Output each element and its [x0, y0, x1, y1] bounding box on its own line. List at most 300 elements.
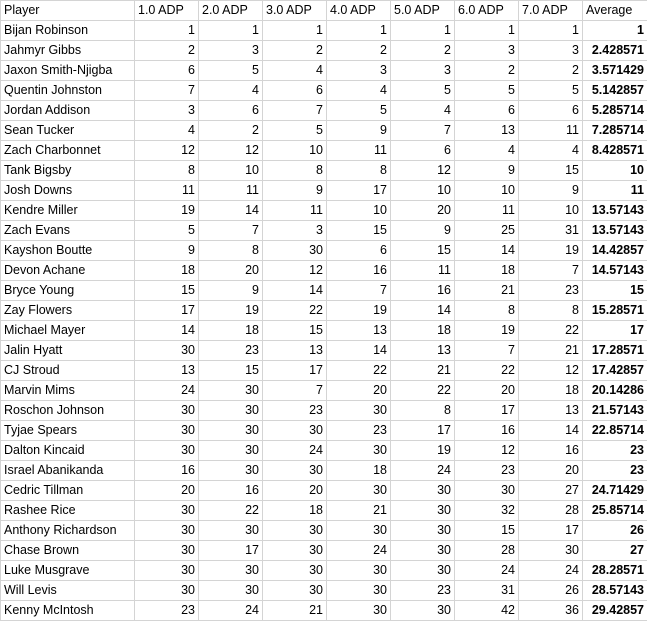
adp-2-cell[interactable]: 2: [199, 121, 263, 141]
header-adp-6[interactable]: 6.0 ADP: [455, 1, 519, 21]
adp-3-cell[interactable]: 30: [263, 241, 327, 261]
player-name-cell[interactable]: CJ Stroud: [1, 361, 135, 381]
adp-7-cell[interactable]: 17: [519, 521, 583, 541]
adp-3-cell[interactable]: 2: [263, 41, 327, 61]
adp-4-cell[interactable]: 16: [327, 261, 391, 281]
adp-1-cell[interactable]: 9: [135, 241, 199, 261]
average-cell[interactable]: 24.71429: [583, 481, 647, 501]
adp-5-cell[interactable]: 20: [391, 201, 455, 221]
player-name-cell[interactable]: Kendre Miller: [1, 201, 135, 221]
adp-6-cell[interactable]: 9: [455, 161, 519, 181]
adp-5-cell[interactable]: 2: [391, 41, 455, 61]
adp-7-cell[interactable]: 14: [519, 421, 583, 441]
adp-3-cell[interactable]: 10: [263, 141, 327, 161]
average-cell[interactable]: 21.57143: [583, 401, 647, 421]
adp-6-cell[interactable]: 30: [455, 481, 519, 501]
header-adp-4[interactable]: 4.0 ADP: [327, 1, 391, 21]
adp-1-cell[interactable]: 18: [135, 261, 199, 281]
header-player[interactable]: Player: [1, 1, 135, 21]
adp-7-cell[interactable]: 21: [519, 341, 583, 361]
adp-6-cell[interactable]: 28: [455, 541, 519, 561]
adp-2-cell[interactable]: 23: [199, 341, 263, 361]
adp-2-cell[interactable]: 30: [199, 521, 263, 541]
adp-5-cell[interactable]: 19: [391, 441, 455, 461]
adp-4-cell[interactable]: 2: [327, 41, 391, 61]
average-cell[interactable]: 3.571429: [583, 61, 647, 81]
average-cell[interactable]: 14.57143: [583, 261, 647, 281]
adp-1-cell[interactable]: 23: [135, 601, 199, 621]
average-cell[interactable]: 10: [583, 161, 647, 181]
adp-6-cell[interactable]: 13: [455, 121, 519, 141]
adp-4-cell[interactable]: 30: [327, 561, 391, 581]
adp-3-cell[interactable]: 30: [263, 581, 327, 601]
adp-7-cell[interactable]: 12: [519, 361, 583, 381]
adp-3-cell[interactable]: 1: [263, 21, 327, 41]
adp-5-cell[interactable]: 23: [391, 581, 455, 601]
adp-1-cell[interactable]: 2: [135, 41, 199, 61]
adp-6-cell[interactable]: 22: [455, 361, 519, 381]
adp-7-cell[interactable]: 15: [519, 161, 583, 181]
adp-5-cell[interactable]: 30: [391, 521, 455, 541]
adp-6-cell[interactable]: 8: [455, 301, 519, 321]
average-cell[interactable]: 7.285714: [583, 121, 647, 141]
adp-4-cell[interactable]: 17: [327, 181, 391, 201]
table-row: [1, 441, 647, 461]
adp-5-cell[interactable]: 17: [391, 421, 455, 441]
adp-5-cell[interactable]: 3: [391, 61, 455, 81]
adp-6-cell[interactable]: 6: [455, 101, 519, 121]
adp-6-cell[interactable]: 3: [455, 41, 519, 61]
adp-1-cell[interactable]: 30: [135, 561, 199, 581]
adp-4-cell[interactable]: 8: [327, 161, 391, 181]
adp-5-cell[interactable]: 14: [391, 301, 455, 321]
adp-6-cell[interactable]: 19: [455, 321, 519, 341]
header-adp-1[interactable]: 1.0 ADP: [135, 1, 199, 21]
adp-2-cell[interactable]: 30: [199, 561, 263, 581]
table-row: [1, 601, 647, 621]
adp-1-cell[interactable]: 16: [135, 461, 199, 481]
adp-1-cell[interactable]: 24: [135, 381, 199, 401]
adp-4-cell[interactable]: 30: [327, 601, 391, 621]
adp-5-cell[interactable]: 30: [391, 561, 455, 581]
table-row: [1, 281, 647, 301]
adp-5-cell[interactable]: 30: [391, 481, 455, 501]
adp-5-cell[interactable]: 7: [391, 121, 455, 141]
adp-6-cell[interactable]: 21: [455, 281, 519, 301]
adp-3-cell[interactable]: 9: [263, 181, 327, 201]
adp-3-cell[interactable]: 14: [263, 281, 327, 301]
adp-5-cell[interactable]: 1: [391, 21, 455, 41]
adp-7-cell[interactable]: 36: [519, 601, 583, 621]
adp-4-cell[interactable]: 18: [327, 461, 391, 481]
adp-4-cell[interactable]: 19: [327, 301, 391, 321]
adp-4-cell[interactable]: 4: [327, 81, 391, 101]
adp-2-cell[interactable]: 15: [199, 361, 263, 381]
adp-6-cell[interactable]: 25: [455, 221, 519, 241]
player-name-cell[interactable]: Sean Tucker: [1, 121, 135, 141]
adp-6-cell[interactable]: 42: [455, 601, 519, 621]
adp-5-cell[interactable]: 30: [391, 501, 455, 521]
adp-1-cell[interactable]: 13: [135, 361, 199, 381]
player-name-cell[interactable]: Will Levis: [1, 581, 135, 601]
adp-3-cell[interactable]: 21: [263, 601, 327, 621]
adp-1-cell[interactable]: 20: [135, 481, 199, 501]
adp-2-cell[interactable]: 20: [199, 261, 263, 281]
average-cell[interactable]: 17.28571: [583, 341, 647, 361]
average-cell[interactable]: 5.285714: [583, 101, 647, 121]
adp-6-cell[interactable]: 15: [455, 521, 519, 541]
average-cell[interactable]: 23: [583, 441, 647, 461]
average-cell[interactable]: 17: [583, 321, 647, 341]
adp-7-cell[interactable]: 5: [519, 81, 583, 101]
adp-2-cell[interactable]: 17: [199, 541, 263, 561]
header-adp-3[interactable]: 3.0 ADP: [263, 1, 327, 21]
header-adp-7[interactable]: 7.0 ADP: [519, 1, 583, 21]
player-name-cell[interactable]: Rashee Rice: [1, 501, 135, 521]
adp-1-cell[interactable]: 30: [135, 521, 199, 541]
header-average[interactable]: Average: [583, 1, 647, 21]
adp-2-cell[interactable]: 19: [199, 301, 263, 321]
average-cell[interactable]: 8.428571: [583, 141, 647, 161]
adp-4-cell[interactable]: 30: [327, 481, 391, 501]
adp-3-cell[interactable]: 24: [263, 441, 327, 461]
player-name-cell[interactable]: Jaxon Smith-Njigba: [1, 61, 135, 81]
table-row: [1, 141, 647, 161]
adp-7-cell[interactable]: 9: [519, 181, 583, 201]
adp-3-cell[interactable]: 18: [263, 501, 327, 521]
adp-7-cell[interactable]: 1: [519, 21, 583, 41]
player-name-cell[interactable]: Quentin Johnston: [1, 81, 135, 101]
adp-5-cell[interactable]: 11: [391, 261, 455, 281]
adp-3-cell[interactable]: 20: [263, 481, 327, 501]
adp-5-cell[interactable]: 5: [391, 81, 455, 101]
adp-7-cell[interactable]: 6: [519, 101, 583, 121]
adp-3-cell[interactable]: 5: [263, 121, 327, 141]
adp-7-cell[interactable]: 13: [519, 401, 583, 421]
average-cell[interactable]: 15: [583, 281, 647, 301]
player-name-cell[interactable]: Bijan Robinson: [1, 21, 135, 41]
average-cell[interactable]: 13.57143: [583, 201, 647, 221]
player-name-cell[interactable]: Chase Brown: [1, 541, 135, 561]
adp-4-cell[interactable]: 1: [327, 21, 391, 41]
adp-7-cell[interactable]: 20: [519, 461, 583, 481]
adp-3-cell[interactable]: 30: [263, 421, 327, 441]
adp-4-cell[interactable]: 23: [327, 421, 391, 441]
adp-2-cell[interactable]: 18: [199, 321, 263, 341]
adp-2-cell[interactable]: 10: [199, 161, 263, 181]
table-row: [1, 81, 647, 101]
adp-1-cell[interactable]: 30: [135, 441, 199, 461]
adp-4-cell[interactable]: 20: [327, 381, 391, 401]
average-cell[interactable]: 22.85714: [583, 421, 647, 441]
adp-2-cell[interactable]: 30: [199, 441, 263, 461]
player-name-cell[interactable]: Luke Musgrave: [1, 561, 135, 581]
player-name-cell[interactable]: Dalton Kincaid: [1, 441, 135, 461]
adp-4-cell[interactable]: 13: [327, 321, 391, 341]
adp-3-cell[interactable]: 30: [263, 461, 327, 481]
average-cell[interactable]: 25.85714: [583, 501, 647, 521]
table-row: [1, 341, 647, 361]
adp-4-cell[interactable]: 5: [327, 101, 391, 121]
adp-2-cell[interactable]: 1: [199, 21, 263, 41]
adp-2-cell[interactable]: 3: [199, 41, 263, 61]
average-cell[interactable]: 17.42857: [583, 361, 647, 381]
adp-2-cell[interactable]: 5: [199, 61, 263, 81]
adp-1-cell[interactable]: 1: [135, 21, 199, 41]
adp-7-cell[interactable]: 24: [519, 561, 583, 581]
average-cell[interactable]: 5.142857: [583, 81, 647, 101]
table-row: [1, 201, 647, 221]
header-adp-5[interactable]: 5.0 ADP: [391, 1, 455, 21]
adp-7-cell[interactable]: 7: [519, 261, 583, 281]
player-name-cell[interactable]: Bryce Young: [1, 281, 135, 301]
adp-7-cell[interactable]: 22: [519, 321, 583, 341]
adp-3-cell[interactable]: 30: [263, 561, 327, 581]
table-row: [1, 381, 647, 401]
header-adp-2[interactable]: 2.0 ADP: [199, 1, 263, 21]
adp-7-cell[interactable]: 23: [519, 281, 583, 301]
adp-1-cell[interactable]: 4: [135, 121, 199, 141]
adp-7-cell[interactable]: 31: [519, 221, 583, 241]
header-row: [1, 1, 647, 21]
adp-1-cell[interactable]: 30: [135, 581, 199, 601]
average-cell[interactable]: 1: [583, 21, 647, 41]
average-cell[interactable]: 20.14286: [583, 381, 647, 401]
adp-5-cell[interactable]: 24: [391, 461, 455, 481]
adp-4-cell[interactable]: 30: [327, 581, 391, 601]
average-cell[interactable]: 14.42857: [583, 241, 647, 261]
adp-3-cell[interactable]: 17: [263, 361, 327, 381]
adp-3-cell[interactable]: 3: [263, 221, 327, 241]
adp-2-cell[interactable]: 8: [199, 241, 263, 261]
player-name-cell[interactable]: Jahmyr Gibbs: [1, 41, 135, 61]
adp-4-cell[interactable]: 30: [327, 441, 391, 461]
adp-3-cell[interactable]: 6: [263, 81, 327, 101]
table-row: [1, 241, 647, 261]
adp-1-cell[interactable]: 19: [135, 201, 199, 221]
adp-6-cell[interactable]: 4: [455, 141, 519, 161]
average-cell[interactable]: 23: [583, 461, 647, 481]
adp-2-cell[interactable]: 11: [199, 181, 263, 201]
adp-3-cell[interactable]: 22: [263, 301, 327, 321]
table-row: [1, 261, 647, 281]
adp-1-cell[interactable]: 30: [135, 541, 199, 561]
average-cell[interactable]: 26: [583, 521, 647, 541]
adp-3-cell[interactable]: 7: [263, 381, 327, 401]
adp-5-cell[interactable]: 8: [391, 401, 455, 421]
average-cell[interactable]: 15.28571: [583, 301, 647, 321]
adp-5-cell[interactable]: 30: [391, 601, 455, 621]
table-row: [1, 101, 647, 121]
adp-2-cell[interactable]: 30: [199, 461, 263, 481]
player-name-cell[interactable]: Kenny McIntosh: [1, 601, 135, 621]
adp-5-cell[interactable]: 16: [391, 281, 455, 301]
adp-1-cell[interactable]: 17: [135, 301, 199, 321]
adp-3-cell[interactable]: 15: [263, 321, 327, 341]
adp-2-cell[interactable]: 9: [199, 281, 263, 301]
adp-6-cell[interactable]: 5: [455, 81, 519, 101]
adp-2-cell[interactable]: 30: [199, 581, 263, 601]
adp-1-cell[interactable]: 6: [135, 61, 199, 81]
adp-7-cell[interactable]: 4: [519, 141, 583, 161]
adp-5-cell[interactable]: 10: [391, 181, 455, 201]
adp-7-cell[interactable]: 3: [519, 41, 583, 61]
adp-6-cell[interactable]: 23: [455, 461, 519, 481]
adp-4-cell[interactable]: 30: [327, 521, 391, 541]
adp-3-cell[interactable]: 8: [263, 161, 327, 181]
adp-3-cell[interactable]: 30: [263, 521, 327, 541]
adp-1-cell[interactable]: 30: [135, 421, 199, 441]
player-name-cell[interactable]: Zay Flowers: [1, 301, 135, 321]
adp-7-cell[interactable]: 19: [519, 241, 583, 261]
table-row: [1, 521, 647, 541]
adp-7-cell[interactable]: 18: [519, 381, 583, 401]
average-cell[interactable]: 28.57143: [583, 581, 647, 601]
adp-4-cell[interactable]: 11: [327, 141, 391, 161]
adp-4-cell[interactable]: 22: [327, 361, 391, 381]
adp-3-cell[interactable]: 4: [263, 61, 327, 81]
adp-5-cell[interactable]: 6: [391, 141, 455, 161]
adp-5-cell[interactable]: 15: [391, 241, 455, 261]
adp-7-cell[interactable]: 10: [519, 201, 583, 221]
adp-6-cell[interactable]: 16: [455, 421, 519, 441]
adp-5-cell[interactable]: 30: [391, 541, 455, 561]
average-cell[interactable]: 11: [583, 181, 647, 201]
adp-1-cell[interactable]: 30: [135, 501, 199, 521]
adp-6-cell[interactable]: 12: [455, 441, 519, 461]
adp-4-cell[interactable]: 14: [327, 341, 391, 361]
adp-4-cell[interactable]: 21: [327, 501, 391, 521]
adp-3-cell[interactable]: 30: [263, 541, 327, 561]
average-cell[interactable]: 13.57143: [583, 221, 647, 241]
player-name-cell[interactable]: Jordan Addison: [1, 101, 135, 121]
player-name-cell[interactable]: Devon Achane: [1, 261, 135, 281]
adp-5-cell[interactable]: 13: [391, 341, 455, 361]
adp-7-cell[interactable]: 26: [519, 581, 583, 601]
adp-5-cell[interactable]: 9: [391, 221, 455, 241]
adp-1-cell[interactable]: 30: [135, 401, 199, 421]
adp-1-cell[interactable]: 14: [135, 321, 199, 341]
player-name-cell[interactable]: Roschon Johnson: [1, 401, 135, 421]
adp-6-cell[interactable]: 31: [455, 581, 519, 601]
table-row: [1, 361, 647, 381]
adp-6-cell[interactable]: 18: [455, 261, 519, 281]
adp-2-cell[interactable]: 6: [199, 101, 263, 121]
adp-4-cell[interactable]: 9: [327, 121, 391, 141]
adp-4-cell[interactable]: 6: [327, 241, 391, 261]
player-name-cell[interactable]: Josh Downs: [1, 181, 135, 201]
adp-2-cell[interactable]: 24: [199, 601, 263, 621]
adp-6-cell[interactable]: 11: [455, 201, 519, 221]
adp-2-cell[interactable]: 22: [199, 501, 263, 521]
table-row: [1, 501, 647, 521]
average-cell[interactable]: 29.42857: [583, 601, 647, 621]
adp-5-cell[interactable]: 22: [391, 381, 455, 401]
adp-2-cell[interactable]: 30: [199, 381, 263, 401]
table-row: [1, 321, 647, 341]
adp-1-cell[interactable]: 12: [135, 141, 199, 161]
player-name-cell[interactable]: Zach Charbonnet: [1, 141, 135, 161]
adp-3-cell[interactable]: 13: [263, 341, 327, 361]
adp-2-cell[interactable]: 12: [199, 141, 263, 161]
adp-6-cell[interactable]: 1: [455, 21, 519, 41]
player-name-cell[interactable]: Tyjae Spears: [1, 421, 135, 441]
player-name-cell[interactable]: Tank Bigsby: [1, 161, 135, 181]
adp-6-cell[interactable]: 17: [455, 401, 519, 421]
adp-2-cell[interactable]: 14: [199, 201, 263, 221]
adp-3-cell[interactable]: 11: [263, 201, 327, 221]
adp-4-cell[interactable]: 3: [327, 61, 391, 81]
adp-5-cell[interactable]: 12: [391, 161, 455, 181]
adp-5-cell[interactable]: 21: [391, 361, 455, 381]
adp-7-cell[interactable]: 11: [519, 121, 583, 141]
adp-1-cell[interactable]: 11: [135, 181, 199, 201]
player-name-cell[interactable]: Jalin Hyatt: [1, 341, 135, 361]
player-name-cell[interactable]: Cedric Tillman: [1, 481, 135, 501]
adp-1-cell[interactable]: 8: [135, 161, 199, 181]
adp-4-cell[interactable]: 24: [327, 541, 391, 561]
player-name-cell[interactable]: Michael Mayer: [1, 321, 135, 341]
adp-1-cell[interactable]: 5: [135, 221, 199, 241]
adp-2-cell[interactable]: 4: [199, 81, 263, 101]
adp-1-cell[interactable]: 3: [135, 101, 199, 121]
adp-7-cell[interactable]: 16: [519, 441, 583, 461]
average-cell[interactable]: 2.428571: [583, 41, 647, 61]
adp-5-cell[interactable]: 18: [391, 321, 455, 341]
adp-1-cell[interactable]: 15: [135, 281, 199, 301]
adp-2-cell[interactable]: 30: [199, 421, 263, 441]
average-cell[interactable]: 27: [583, 541, 647, 561]
player-name-cell[interactable]: Israel Abanikanda: [1, 461, 135, 481]
player-name-cell[interactable]: Anthony Richardson: [1, 521, 135, 541]
adp-6-cell[interactable]: 14: [455, 241, 519, 261]
adp-2-cell[interactable]: 16: [199, 481, 263, 501]
adp-7-cell[interactable]: 27: [519, 481, 583, 501]
player-name-cell[interactable]: Zach Evans: [1, 221, 135, 241]
adp-7-cell[interactable]: 2: [519, 61, 583, 81]
adp-4-cell[interactable]: 7: [327, 281, 391, 301]
adp-6-cell[interactable]: 20: [455, 381, 519, 401]
average-cell[interactable]: 28.28571: [583, 561, 647, 581]
player-name-cell[interactable]: Kayshon Boutte: [1, 241, 135, 261]
adp-3-cell[interactable]: 7: [263, 101, 327, 121]
adp-6-cell[interactable]: 32: [455, 501, 519, 521]
adp-7-cell[interactable]: 28: [519, 501, 583, 521]
adp-6-cell[interactable]: 24: [455, 561, 519, 581]
adp-3-cell[interactable]: 12: [263, 261, 327, 281]
adp-6-cell[interactable]: 2: [455, 61, 519, 81]
adp-2-cell[interactable]: 30: [199, 401, 263, 421]
adp-7-cell[interactable]: 8: [519, 301, 583, 321]
table-row: [1, 541, 647, 561]
adp-7-cell[interactable]: 30: [519, 541, 583, 561]
adp-6-cell[interactable]: 7: [455, 341, 519, 361]
player-name-cell[interactable]: Marvin Mims: [1, 381, 135, 401]
adp-4-cell[interactable]: 30: [327, 401, 391, 421]
adp-2-cell[interactable]: 7: [199, 221, 263, 241]
adp-4-cell[interactable]: 15: [327, 221, 391, 241]
table-row: [1, 161, 647, 181]
table-row: [1, 481, 647, 501]
table-row: [1, 581, 647, 601]
table-row: [1, 421, 647, 441]
adp-4-cell[interactable]: 10: [327, 201, 391, 221]
adp-3-cell[interactable]: 23: [263, 401, 327, 421]
adp-1-cell[interactable]: 7: [135, 81, 199, 101]
adp-5-cell[interactable]: 4: [391, 101, 455, 121]
adp-1-cell[interactable]: 30: [135, 341, 199, 361]
adp-6-cell[interactable]: 10: [455, 181, 519, 201]
